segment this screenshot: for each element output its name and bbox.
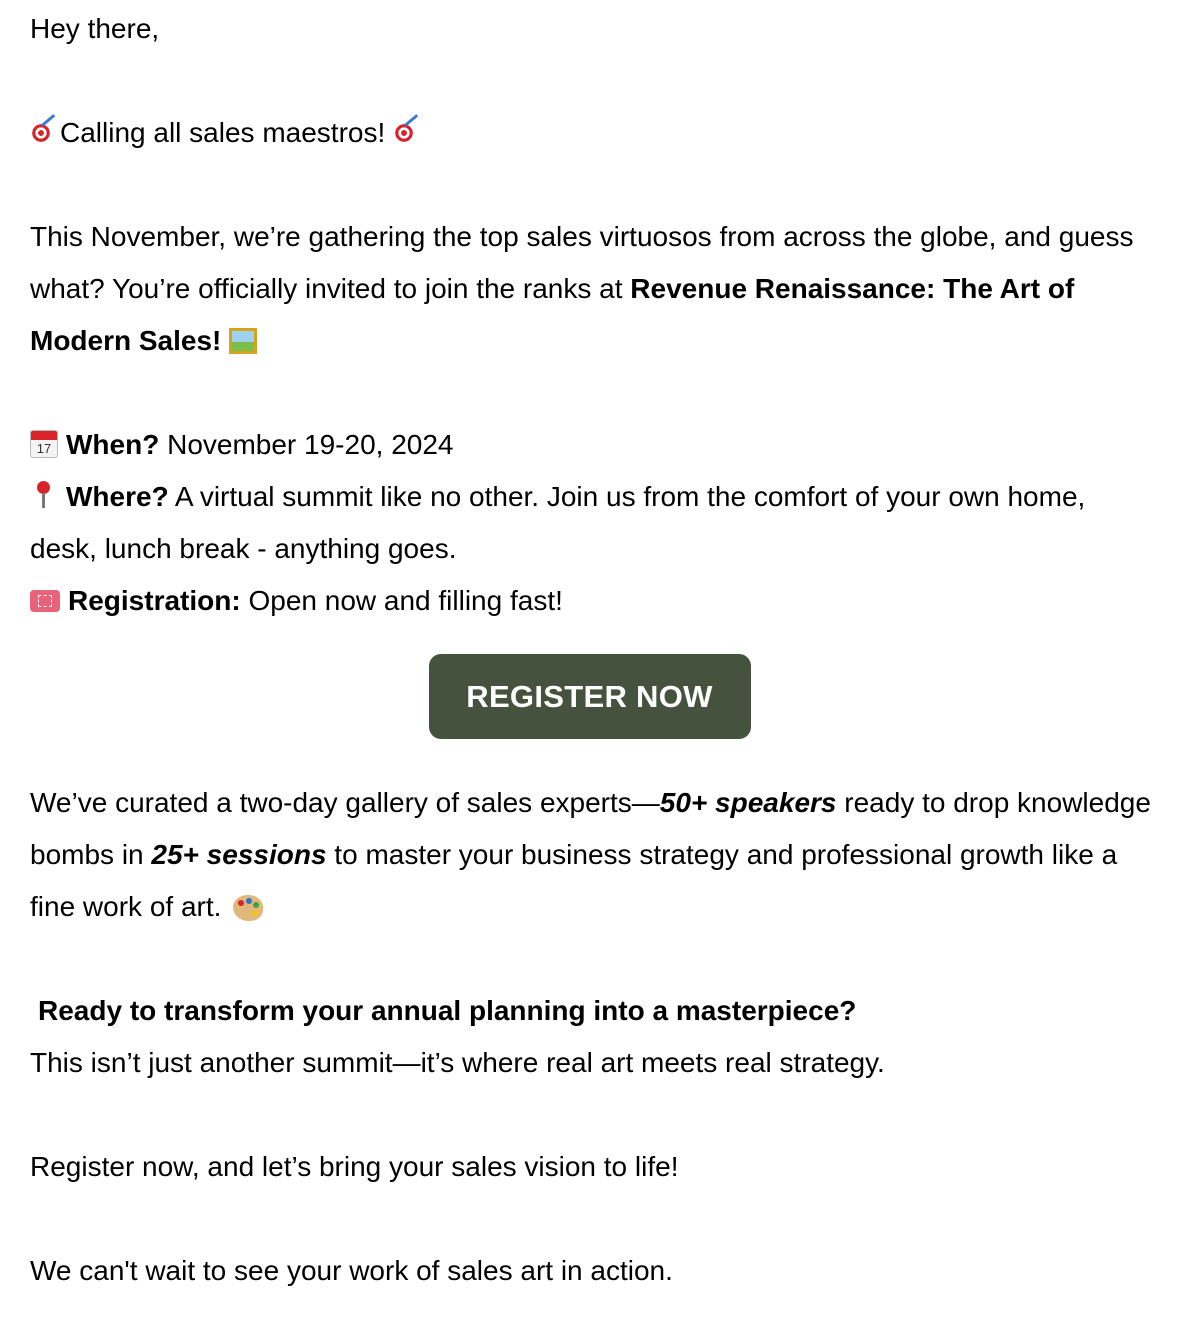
summit-line: This isn’t just another summit—it’s where real art meets real strategy.	[30, 1047, 885, 1078]
when-line	[30, 419, 1152, 471]
gallery-text-1: We’ve curated a two-day gallery of sales experts—	[30, 787, 660, 818]
ticket-icon	[30, 590, 60, 612]
spacer	[30, 159, 1152, 211]
picture-frame-icon	[229, 328, 257, 354]
speakers-count: 50+ speakers	[659, 787, 837, 818]
where-line	[30, 471, 1152, 575]
register-line: Register now, and let’s bring your sales vision to life!	[30, 1151, 679, 1182]
pin-icon	[30, 480, 58, 510]
headline-text: Calling all sales maestros!	[60, 117, 386, 148]
sessions-count: 25+ sessions	[151, 839, 327, 870]
registration-label: Registration:	[68, 585, 241, 616]
gallery-text-2: ready to drop knowledge bombs in	[30, 787, 1151, 870]
greeting: Hey there,	[30, 13, 160, 44]
spacer	[30, 933, 1152, 985]
when-value: November 19-20, 2024	[159, 429, 454, 460]
gallery-paragraph	[30, 777, 1152, 933]
calendar-icon	[30, 430, 58, 458]
palette-icon	[233, 895, 263, 921]
registration-value: Open now and filling fast!	[240, 585, 563, 616]
where-value: A virtual summit like no other. Join us from the comfort of your own home, desk, lunch break - anything goes.	[30, 481, 1086, 564]
spacer	[30, 1089, 1152, 1141]
spacer	[30, 1193, 1152, 1245]
when-label: When?	[66, 429, 160, 460]
question-text: Ready to transform your annual planning into a masterpiece?	[38, 995, 857, 1026]
event-name: Revenue Renaissance: The Art of Modern Sales!	[30, 273, 1075, 356]
where-label: Where?	[66, 481, 169, 512]
spacer	[30, 55, 1152, 107]
cta-container	[30, 654, 1152, 739]
headline	[30, 107, 1152, 159]
register-now-button[interactable]: REGISTER NOW	[429, 654, 751, 739]
question-line	[30, 985, 1152, 1037]
spacer	[30, 367, 1152, 419]
closing-line: We can't wait to see your work of sales art in action.	[30, 1255, 673, 1286]
gallery-text-3: to master your business strategy and professional growth like a fine work of art.	[30, 839, 1118, 922]
registration-line	[30, 575, 1152, 627]
target-icon	[30, 122, 52, 144]
intro-paragraph	[30, 211, 1152, 367]
intro-text: This November, we’re gathering the top sales virtuosos from across the globe, and guess what? You’re officially invited to join the ranks at	[30, 221, 1134, 304]
target-icon	[393, 122, 415, 144]
